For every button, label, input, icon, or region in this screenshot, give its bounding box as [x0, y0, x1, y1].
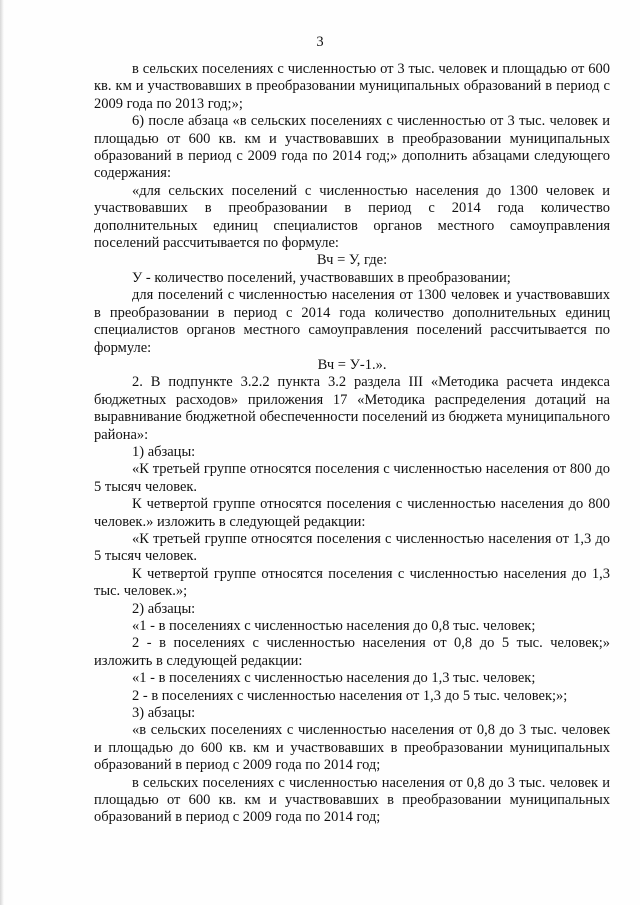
paragraph-2: 6) после абзаца «в сельских поселениях с численностью от 3 тыс. человек и площадью от 600 кв. км и участвовавших в преобразовании муниципальных образований в период с 2009 года по 2014 год;» дополнить абзацами следующего содержания: — [94, 113, 610, 182]
paragraph-14: «в сельских поселениях с численностью населения от 0,8 до 3 тыс. человек и площадью до 600 кв. км и участвовавших в преобразовании муниципальных образований в период с 2009 года по 2014 год; — [94, 722, 610, 774]
paragraph-definition: У - количество поселений, участвовавших в преобразовании; — [132, 269, 511, 286]
paragraph-7: К четвертой группе относятся поселения с численностью населения до 800 человек.» изложить в следующей редакции: — [94, 496, 610, 530]
page-number: 3 — [316, 34, 324, 50]
paragraph-11: 2 - в поселениях с численностью населения от 0,8 до 5 тыс. человек;» изложить в следующей редакции: — [94, 635, 610, 669]
paragraph-9: К четвертой группе относятся поселения с численностью населения до 1,3 тыс. человек.»; — [94, 565, 610, 600]
document-body — [94, 61, 610, 827]
paragraph-12: «1 - в поселениях с численностью населения до 1,3 тыс. человек; — [132, 670, 536, 687]
paragraph-1: в сельских поселениях с численностью от 3 тыс. человек и площадью от 600 кв. км и участвовавших в преобразовании муниципальных образований в период с 2009 года по 2013 год;»; — [94, 61, 610, 112]
subitem-2-heading: 2) абзацы: — [132, 600, 196, 617]
paragraph-5: 2. В подпункте 3.2.2 пункта 3.2 раздела III «Методика расчета индекса бюджетных расходов» приложения 17 «Методика распределения дотаций на выравнивание бюджетной обеспеченности поселений из бюджета муниципального района»: — [94, 374, 610, 443]
formula-1: Вч = У, где: — [316, 252, 388, 269]
paragraph-13: 2 - в поселениях с численностью населения от 1,3 до 5 тыс. человек;»; — [132, 687, 568, 704]
scan-edge-shadow — [0, 0, 4, 905]
paragraph-3: «для сельских поселений с численностью населения до 1300 человек и участвовавших в преобразовании в период с 2014 года количество дополнительных единиц специалистов органов местного самоуправления поселений рассчитывается по формуле: — [94, 182, 610, 252]
paragraph-6: «К третьей группе относятся поселения с численностью населения от 800 до 5 тысяч человек. — [94, 461, 610, 495]
paragraph-10: «1 - в поселениях с численностью населения до 0,8 тыс. человек; — [132, 618, 536, 634]
paragraph-4: для поселений с численностью населения от 1300 человек и участвовавших в преобразовании в период с 2014 года количество дополнительных единиц специалистов органов местного самоуправления поселений рассчитывается по формуле: — [94, 287, 610, 356]
paragraph-15: в сельских поселениях с численностью населения от 0,8 до 3 тыс. человек и площадью от 600 кв. км и участвовавших в преобразовании муниципальных образований в период с 2009 года по 2014 год; — [94, 774, 610, 826]
subitem-1-heading: 1) абзацы: — [132, 443, 196, 460]
paragraph-8: «К третьей группе относятся поселения с численностью населения от 1,3 до 5 тысяч человек. — [94, 530, 610, 565]
subitem-3-heading: 3) абзацы: — [132, 705, 196, 722]
formula-2: Вч = У-1.». — [317, 356, 387, 373]
